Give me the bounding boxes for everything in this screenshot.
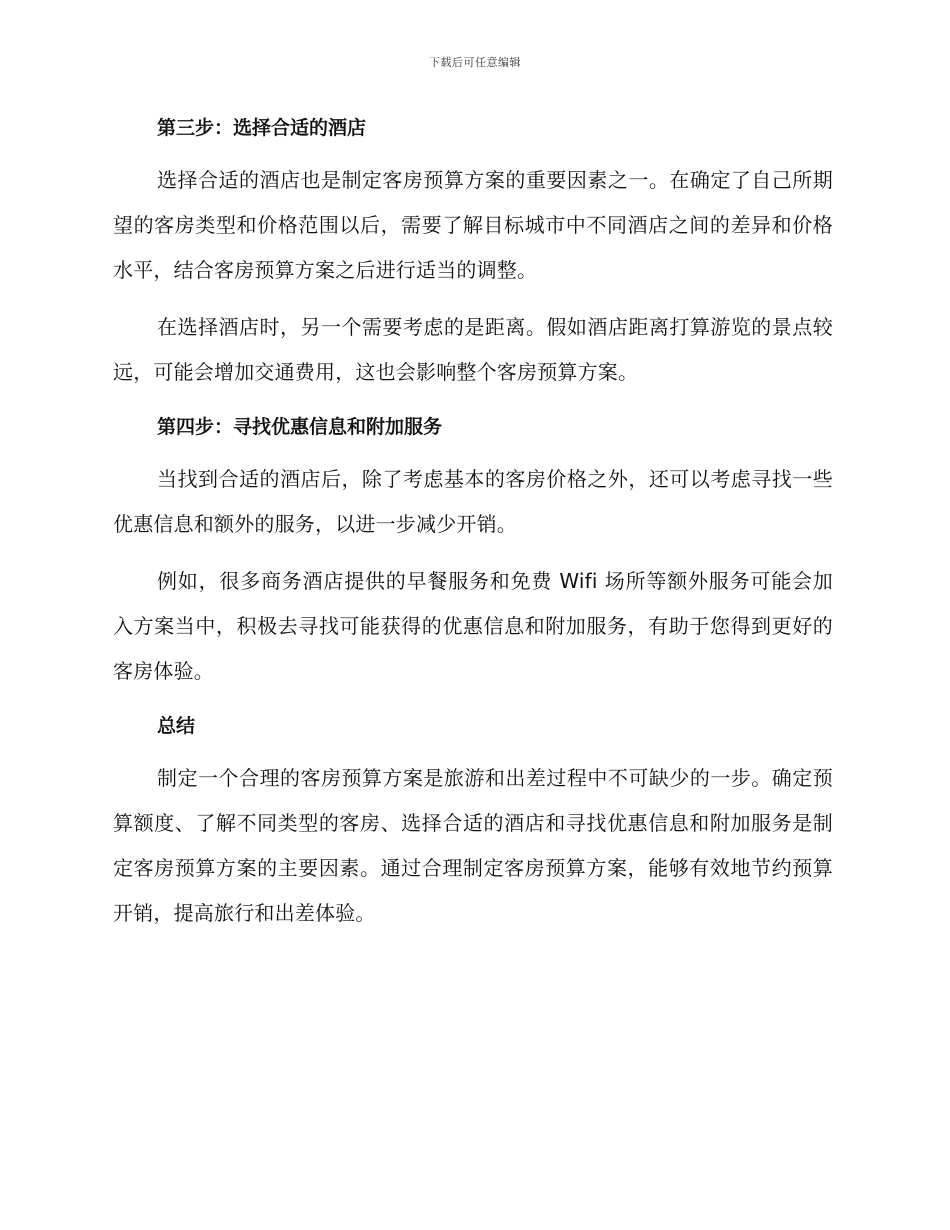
section-heading-step4: 第四步：寻找优惠信息和附加服务 — [157, 416, 443, 438]
document-body — [113, 108, 833, 936]
paragraph: 当找到合适的酒店后，除了考虑基本的客房价格之外，还可以考虑寻找一些优惠信息和额外的服务，以进一步减少开销。 — [113, 467, 833, 536]
paragraph: 在选择酒店时，另一个需要考虑的是距离。假如酒店距离打算游览的景点较远，可能会增加交通费用，这也会影响整个客房预算方案。 — [113, 315, 833, 384]
paragraph: 制定一个合理的客房预算方案是旅游和出差过程中不可缺少的一步。确定预算额度、了解不同类型的客房、选择合适的酒店和寻找优惠信息和附加服务是制定客房预算方案的主要因素。通过合理制定客房预算方案，能够有效地节约预算开销，提高旅行和出差体验。 — [113, 766, 833, 925]
page-header: 下载后可任意编辑 — [429, 56, 521, 69]
paragraph: 例如，很多商务酒店提供的早餐服务和免费 Wifi 场所等额外服务可能会加入方案当中，积极去寻找可能获得的优惠信息和附加服务，有助于您得到更好的客房体验。 — [113, 569, 833, 683]
paragraph: 选择合适的酒店也是制定客房预算方案的重要因素之一。在确定了自己所期望的客房类型和价格范围以后，需要了解目标城市中不同酒店之间的差异和价格水平，结合客房预算方案之后进行适当的调整。 — [113, 168, 833, 282]
section-heading-step3: 第三步：选择合适的酒店 — [157, 117, 367, 139]
section-heading-summary: 总结 — [157, 715, 196, 737]
